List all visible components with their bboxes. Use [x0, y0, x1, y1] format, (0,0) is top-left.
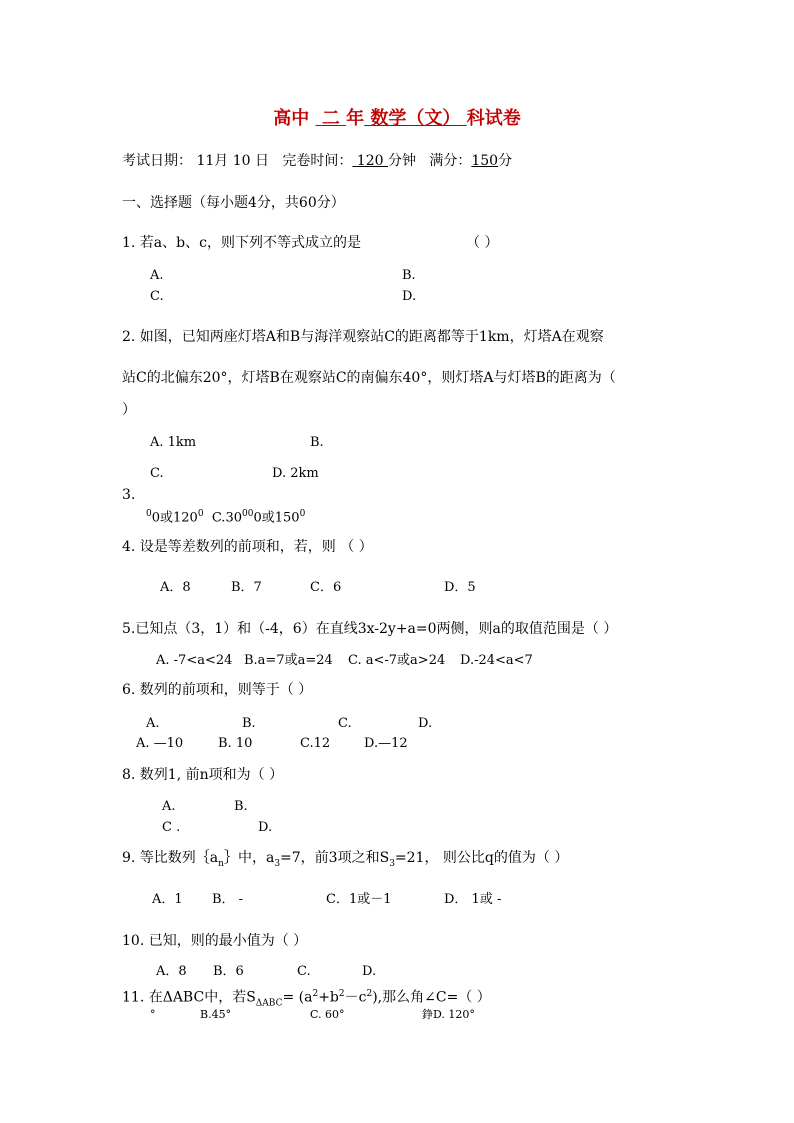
exam-info	[122, 152, 512, 170]
question-10-option-d: D.	[362, 964, 377, 979]
score-value: 150	[471, 153, 499, 169]
question-6-answer-d: D.—12	[364, 736, 408, 751]
question-8-option-b: B.	[234, 799, 248, 814]
question-9-option-b: B． -	[212, 892, 244, 907]
question-1-option-b: B.	[402, 268, 416, 283]
question-10-option-b: B．6	[213, 964, 244, 979]
section-heading: 一、选择题（每小题4分，共60分）	[122, 195, 345, 211]
question-10-option-a: A．8	[156, 964, 187, 979]
question-10-stem: 10. 已知，则的最小值为（ ）	[122, 933, 308, 949]
question-9-option-c: C．1或－1	[326, 892, 392, 907]
date-label: 考试日期：	[122, 153, 192, 169]
question-5-stem: 5.已知点（3，1）和（-4，6）在直线3x-2y+a=0两侧，则a的取值范围是（ ）	[122, 621, 618, 637]
question-4-option-a: A．8	[160, 580, 191, 595]
question-1-option-a: A.	[150, 268, 164, 283]
question-1-option-d: D.	[402, 289, 417, 304]
title-suffix: 科试卷	[466, 108, 521, 129]
question-2-option-a: A. 1km	[150, 435, 197, 450]
title-school: 高中	[273, 108, 310, 129]
page-title	[0, 108, 794, 130]
question-5-option-b: B.a=7或a=24	[244, 653, 333, 668]
question-1-stem: 1. 若a、b、c，则下列不等式成立的是	[122, 235, 361, 251]
question-8-option-d: D.	[258, 820, 273, 835]
question-11-option-a: °	[150, 1008, 156, 1021]
question-3-options: $^0$0或$120^0$ $C.30^{00}0$或$150^0$	[146, 509, 306, 526]
time-label: 完卷时间：	[282, 153, 353, 169]
question-6-answer-b: B. 10	[218, 736, 253, 751]
question-8-stem: 8. 数列1, 前n项和为（ ）	[122, 767, 284, 783]
question-6-answer-a: A. —10	[136, 736, 184, 751]
question-1-option-c: C.	[150, 289, 164, 304]
question-8-option-c: C .	[162, 820, 181, 835]
question-9-stem: 9. 等比数列$\{a_n\}$中，$a_3=7$，前3项之和$S_3=21$， 则公比q的值为（ ）	[122, 850, 569, 869]
time-value: 120	[356, 153, 384, 169]
question-4-option-b: B．7	[231, 580, 262, 595]
question-3-number: 3.	[122, 487, 136, 503]
question-5-option-a: A. -7<a<24	[156, 653, 233, 668]
question-2-line-1: 2. 如图，已知两座灯塔A和B与海洋观察站C的距离都等于1km，灯塔A在观察	[122, 329, 604, 345]
date-value: 11月 10 日	[196, 153, 269, 169]
question-4-stem: 4. 设是等差数列的前项和，若，则 （ ）	[122, 539, 373, 555]
question-6-option-c: C.	[338, 716, 352, 731]
question-2-line-3: ）	[122, 402, 136, 418]
question-6-stem: 6. 数列的前项和，则等于（ ）	[122, 682, 313, 698]
question-9-option-a: A．1	[152, 892, 183, 907]
question-6-answer-c: C.12	[300, 736, 331, 751]
question-11-option-d: 錚D. 120°	[422, 1008, 475, 1021]
question-6-option-a: A.	[146, 716, 160, 731]
title-grade: 二	[321, 108, 340, 129]
question-4-option-d: D．5	[444, 580, 476, 595]
question-2-option-b: B.	[310, 435, 324, 450]
title-year: 年	[346, 108, 365, 129]
question-2-option-d: D. 2km	[272, 466, 319, 481]
question-5-option-c: C. a<-7或a>24	[348, 653, 446, 668]
question-2-line-2: 站C的北偏东20°，灯塔B在观察站C的南偏东40°，则灯塔A与灯塔B的距离为（	[122, 370, 616, 386]
question-6-option-d: D.	[418, 716, 433, 731]
title-subject: 数学（文）	[370, 108, 461, 129]
score-label: 满分：	[429, 153, 472, 169]
question-11-option-b: B.45°	[200, 1008, 232, 1021]
question-11-stem: 11. 在ΔABC中，若$S_{\Delta ABC}= (a^2+b^2-c^2)$,那么角∠C=（ ）	[122, 989, 491, 1009]
question-6-option-b: B.	[242, 716, 256, 731]
score-unit: 分	[498, 153, 513, 169]
question-1-answer-paren: （ ）	[466, 235, 499, 251]
question-4-option-c: C．6	[310, 580, 342, 595]
question-10-option-c: C.	[297, 964, 311, 979]
question-9-option-d: D． 1或 -	[444, 892, 502, 907]
question-11-option-c: C. 60°	[310, 1008, 345, 1021]
question-5-option-d: D.-24<a<7	[460, 653, 533, 668]
question-2-option-c: C.	[150, 466, 164, 481]
time-unit: 分钟	[387, 153, 416, 169]
question-8-option-a: A.	[162, 799, 176, 814]
